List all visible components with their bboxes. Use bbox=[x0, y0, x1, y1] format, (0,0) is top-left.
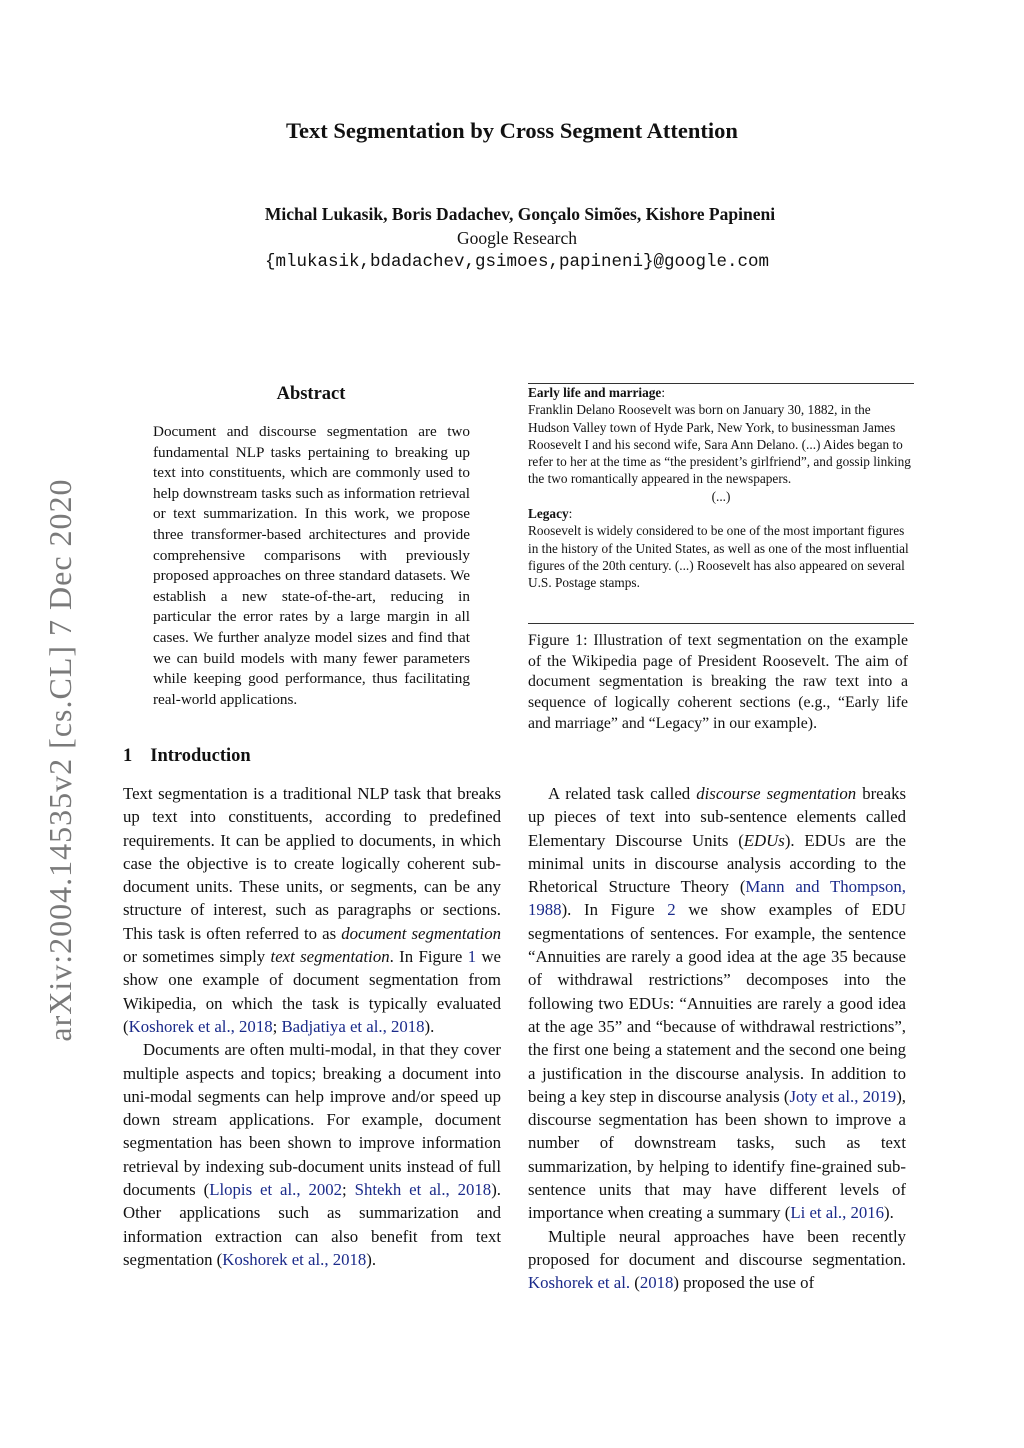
intro-paragraph-2: Documents are often multi-modal, in that they cover multiple aspects and topics; breaking a document into uni-modal segments can help improve and/or speed up down stream applications. For example, document segmentation has been shown to improve information retrieval by indexing sub-document units instead of full documents (Llopis et al., 2002; Shtekh et al., 2018). Other applications such as summarization and information extraction can also benefit from text segmentation (Koshorek et al., 2018). bbox=[123, 1040, 501, 1269]
figure-section-title: Legacy bbox=[528, 506, 569, 522]
arxiv-identifier-stamp: arXiv:2004.14535v2 [cs.CL] 7 Dec 2020 bbox=[42, 478, 78, 1042]
right-paragraph-1: A related task called discourse segmentation breaks up pieces of text into sub-sentence elements called Elementary Discourse Units (EDUs). EDUs are the minimal units in discourse analysis according to the Rhetorical Structure Theory (Mann and Thompson, 1988). In Figure 2 we show examples of EDU segmentations of sentences. For example, the sentence “Annuities are rarely a good idea at the age 35 because of withdrawal restrictions” decomposes into the following two EDUs: “Annuities are rarely a good idea at the age 35” and “because of withdrawal restrictions”, the first one being a statement and the second one being a justification in the discourse analysis. In addition to being a key step in discourse analysis (Joty et al., 2019), discourse segmentation has been shown to improve a number of downstream tasks, such as text summarization, by helping to identify fine-grained sub-sentence units that may have different levels of importance when creating a summary (Li et al., 2016). bbox=[528, 784, 906, 1223]
figure-2-ref-link[interactable]: 2 bbox=[667, 900, 676, 920]
citation-link[interactable]: Koshorek et al., 2018 bbox=[222, 1249, 367, 1269]
figure-ellipsis: (...) bbox=[711, 488, 731, 504]
citation-link[interactable]: 2018 bbox=[639, 1273, 674, 1293]
figure-1-ref-link[interactable]: 1 bbox=[467, 947, 477, 967]
intro-paragraph-1: Text segmentation is a traditional NLP task that breaks up text into constituents, according to predefined requirements. It can be applied to documents, in which case the objective is to create logically coherent sub-document units. These units, or segments, can be any structure of interest, such as paragraphs or sections. This task is often referred to as document segmentation or sometimes simply text segmentation. In Figure 1 we show one example of document segmentation from Wikipedia, on which the task is typically evaluated (Koshorek et al., 2018; Badjatiya et al., 2018). bbox=[123, 784, 502, 1036]
figure-1-caption: Figure 1: Illustration of text segmentation on the example of the Wikipedia page of President Roosevelt. The aim of document segmentation is breaking the raw text into a sequence of logically coherent sections (e.g., “Early life and marriage” and “Legacy” in our example). bbox=[528, 632, 908, 732]
author-emails: {mlukasik,bdadachev,gsimoes,papineni}@google.com bbox=[264, 252, 770, 272]
right-paragraph-2: Multiple neural approaches have been recently proposed for document and discourse segmentation. Koshorek et al. (2018) proposed the use of bbox=[528, 1226, 906, 1293]
author-list: Michal Lukasik, Boris Dadachev, Gonçalo Simões, Kishore Papineni bbox=[264, 204, 776, 224]
citation-link[interactable]: Llopis et al., 2002 bbox=[209, 1180, 343, 1200]
citation-link[interactable]: Shtekh et al., 2018 bbox=[354, 1180, 492, 1200]
affiliation: Google Research bbox=[456, 228, 578, 248]
section-title: Introduction bbox=[150, 746, 251, 766]
citation-link[interactable]: Joty et al., 2019 bbox=[789, 1086, 897, 1106]
figure-1-box: Early life and marriage: Franklin Delano Roosevelt was born on January 30, 1882, in the Hudson Valley town of Hyde Park, New York, to businessman James Roosevelt I and his second wife, Sara Ann Delano. (...) Aides began to refer to her at the time as “the president’s girlfriend”, and gossip linking the two romantically appeared in the newspapers. (...) Legacy: Roosevelt is widely considered to be one of the most important figures in the history of the United States, as well as one of the most influential figures of the 20th century. (...) Roosevelt has also appeared on several U.S. Postage stamps. bbox=[528, 383, 914, 592]
citation-link[interactable]: Mann and Thompson, 1988 bbox=[528, 877, 906, 920]
figure-section-text: Franklin Delano Roosevelt was born on January 30, 1882, in the Hudson Valley town of Hyde Park, New York, to businessman James Roosevelt I and his second wife, Sara Ann Delano. (...) Aides began to refer to her at the time as “the president’s girlfriend”, and gossip linking the two romantically appeared in the newspapers. bbox=[528, 402, 911, 487]
left-column bbox=[123, 782, 501, 1271]
citation-link[interactable]: Li et al., 2016 bbox=[790, 1203, 885, 1223]
figure-section-text: Roosevelt is widely considered to be one of the most important figures in the history of the United States, as well as one of the most influential figures of the 20th century. (...) Roosevelt has also appeared on several U.S. Postage stamps. bbox=[528, 523, 909, 591]
figure-divider bbox=[528, 623, 914, 624]
abstract-body: Document and discourse segmentation are two fundamental NLP tasks pertaining to breaking up text into constituents, which are commonly used to help downstream tasks such as information retrieval or text summarization. In this work, we propose three transformer-based architectures and provide comprehensive comparisons with previously proposed approaches on three standard datasets. We establish a new state-of-the-art, reducing in particular the error rates by a large margin in all cases. We further analyze model sizes and find that we can build models with many fewer parameters while keeping good performance, thus facilitating real-world applications. bbox=[153, 423, 470, 708]
paper-title: Text Segmentation by Cross Segment Attention bbox=[286, 118, 738, 143]
abstract-heading: Abstract bbox=[276, 384, 346, 404]
right-column bbox=[528, 782, 906, 1295]
figure-section-title: Early life and marriage bbox=[528, 385, 662, 400]
citation-link[interactable]: Koshorek et al. bbox=[528, 1273, 631, 1293]
citation-link[interactable]: Koshorek et al., 2018 bbox=[128, 1016, 273, 1036]
section-heading-introduction bbox=[123, 746, 251, 767]
section-number: 1 bbox=[123, 746, 133, 766]
citation-link[interactable]: Badjatiya et al., 2018 bbox=[281, 1016, 425, 1036]
